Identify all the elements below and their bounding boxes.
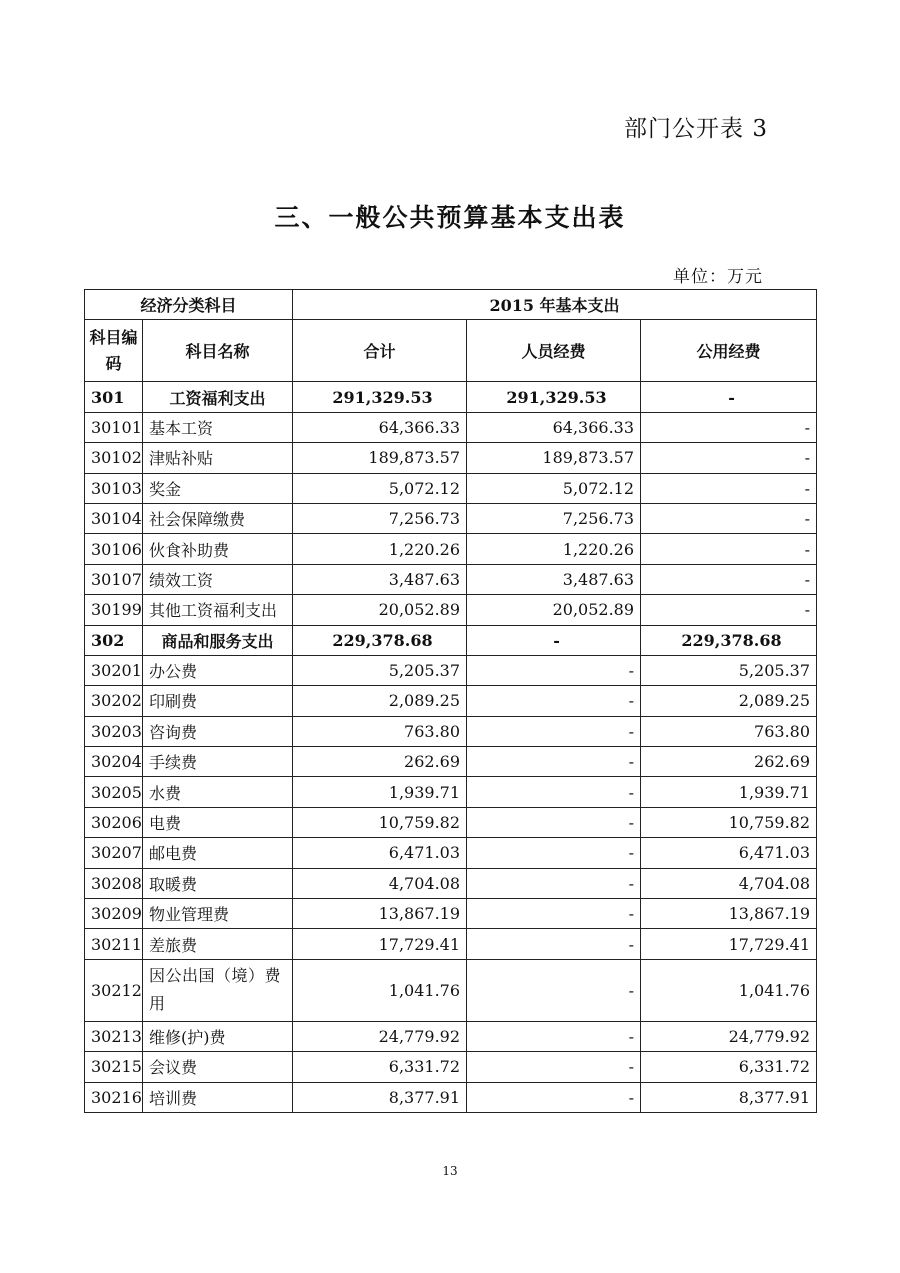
cell-personnel: - bbox=[467, 686, 641, 716]
cell-public: 262.69 bbox=[641, 747, 817, 777]
cell-code: 30207 bbox=[85, 838, 143, 868]
cell-public: 229,378.68 bbox=[641, 625, 817, 655]
cell-name: 取暖费 bbox=[143, 868, 293, 898]
cell-name: 办公费 bbox=[143, 655, 293, 685]
header-basic-expenditure: 2015 年基本支出 bbox=[293, 290, 817, 320]
cell-name: 维修(护)费 bbox=[143, 1021, 293, 1051]
cell-personnel: - bbox=[467, 777, 641, 807]
cell-personnel: - bbox=[467, 716, 641, 746]
cell-public: 1,041.76 bbox=[641, 959, 817, 1021]
cell-personnel: - bbox=[467, 655, 641, 685]
header-economic-category: 经济分类科目 bbox=[85, 290, 293, 320]
cell-name: 印刷费 bbox=[143, 686, 293, 716]
cell-public: - bbox=[641, 534, 817, 564]
cell-code: 302 bbox=[85, 625, 143, 655]
cell-code: 30205 bbox=[85, 777, 143, 807]
cell-total: 5,072.12 bbox=[293, 473, 467, 503]
cell-total: 64,366.33 bbox=[293, 412, 467, 442]
cell-name: 商品和服务支出 bbox=[143, 625, 293, 655]
header-name: 科目名称 bbox=[143, 320, 293, 382]
cell-total: 291,329.53 bbox=[293, 382, 467, 412]
cell-total: 4,704.08 bbox=[293, 868, 467, 898]
cell-code: 30199 bbox=[85, 595, 143, 625]
cell-personnel: - bbox=[467, 1021, 641, 1051]
category-row bbox=[85, 625, 817, 655]
cell-total: 229,378.68 bbox=[293, 625, 467, 655]
table-row bbox=[85, 443, 817, 473]
cell-total: 1,220.26 bbox=[293, 534, 467, 564]
cell-name: 社会保障缴费 bbox=[143, 503, 293, 533]
cell-total: 5,205.37 bbox=[293, 655, 467, 685]
cell-personnel: 189,873.57 bbox=[467, 443, 641, 473]
cell-name: 其他工资福利支出 bbox=[143, 595, 293, 625]
cell-total: 3,487.63 bbox=[293, 564, 467, 594]
cell-public: 1,939.71 bbox=[641, 777, 817, 807]
cell-personnel: 291,329.53 bbox=[467, 382, 641, 412]
cell-personnel: 7,256.73 bbox=[467, 503, 641, 533]
cell-name: 因公出国（境）费用 bbox=[143, 959, 293, 1021]
header-total: 合计 bbox=[293, 320, 467, 382]
cell-personnel: - bbox=[467, 868, 641, 898]
cell-public: 763.80 bbox=[641, 716, 817, 746]
unit-label: 单位：万元 bbox=[673, 267, 763, 287]
table-row bbox=[85, 686, 817, 716]
cell-total: 20,052.89 bbox=[293, 595, 467, 625]
cell-name: 基本工资 bbox=[143, 412, 293, 442]
cell-total: 24,779.92 bbox=[293, 1021, 467, 1051]
cell-personnel: - bbox=[467, 807, 641, 837]
cell-name: 差旅费 bbox=[143, 929, 293, 959]
table-row bbox=[85, 1052, 817, 1082]
cell-name: 物业管理费 bbox=[143, 899, 293, 929]
cell-public: 2,089.25 bbox=[641, 686, 817, 716]
table-row bbox=[85, 595, 817, 625]
cell-total: 6,471.03 bbox=[293, 838, 467, 868]
cell-code: 30201 bbox=[85, 655, 143, 685]
table-row bbox=[85, 807, 817, 837]
cell-personnel: - bbox=[467, 747, 641, 777]
cell-name: 邮电费 bbox=[143, 838, 293, 868]
cell-code: 30209 bbox=[85, 899, 143, 929]
cell-code: 30213 bbox=[85, 1021, 143, 1051]
table-row bbox=[85, 1082, 817, 1112]
cell-public: - bbox=[641, 564, 817, 594]
cell-total: 10,759.82 bbox=[293, 807, 467, 837]
cell-code: 30104 bbox=[85, 503, 143, 533]
cell-total: 7,256.73 bbox=[293, 503, 467, 533]
cell-public: - bbox=[641, 443, 817, 473]
cell-name: 工资福利支出 bbox=[143, 382, 293, 412]
cell-public: - bbox=[641, 412, 817, 442]
cell-personnel: 20,052.89 bbox=[467, 595, 641, 625]
cell-personnel: - bbox=[467, 1082, 641, 1112]
cell-name: 电费 bbox=[143, 807, 293, 837]
cell-code: 30101 bbox=[85, 412, 143, 442]
document-label: 部门公开表 3 bbox=[624, 116, 768, 142]
cell-name: 绩效工资 bbox=[143, 564, 293, 594]
cell-name: 伙食补助费 bbox=[143, 534, 293, 564]
cell-public: - bbox=[641, 503, 817, 533]
cell-total: 13,867.19 bbox=[293, 899, 467, 929]
cell-public: 4,704.08 bbox=[641, 868, 817, 898]
cell-public: 6,471.03 bbox=[641, 838, 817, 868]
table-row bbox=[85, 534, 817, 564]
cell-total: 1,041.76 bbox=[293, 959, 467, 1021]
cell-personnel: 1,220.26 bbox=[467, 534, 641, 564]
cell-name: 津贴补贴 bbox=[143, 443, 293, 473]
cell-total: 189,873.57 bbox=[293, 443, 467, 473]
cell-code: 30204 bbox=[85, 747, 143, 777]
cell-total: 17,729.41 bbox=[293, 929, 467, 959]
cell-name: 会议费 bbox=[143, 1052, 293, 1082]
cell-code: 30215 bbox=[85, 1052, 143, 1082]
cell-public: 6,331.72 bbox=[641, 1052, 817, 1082]
table-row bbox=[85, 1021, 817, 1051]
cell-total: 6,331.72 bbox=[293, 1052, 467, 1082]
table-row bbox=[85, 929, 817, 959]
cell-public: - bbox=[641, 473, 817, 503]
cell-personnel: - bbox=[467, 899, 641, 929]
cell-code: 30106 bbox=[85, 534, 143, 564]
cell-code: 30206 bbox=[85, 807, 143, 837]
cell-public: 10,759.82 bbox=[641, 807, 817, 837]
cell-personnel: 3,487.63 bbox=[467, 564, 641, 594]
cell-name: 培训费 bbox=[143, 1082, 293, 1112]
cell-personnel: - bbox=[467, 929, 641, 959]
table-row bbox=[85, 899, 817, 929]
table-row bbox=[85, 655, 817, 685]
budget-table bbox=[84, 289, 817, 1113]
category-row bbox=[85, 382, 817, 412]
cell-total: 2,089.25 bbox=[293, 686, 467, 716]
cell-public: 24,779.92 bbox=[641, 1021, 817, 1051]
cell-total: 8,377.91 bbox=[293, 1082, 467, 1112]
table-row bbox=[85, 412, 817, 442]
table-row bbox=[85, 503, 817, 533]
cell-total: 1,939.71 bbox=[293, 777, 467, 807]
table-row bbox=[85, 838, 817, 868]
cell-personnel: 64,366.33 bbox=[467, 412, 641, 442]
cell-name: 奖金 bbox=[143, 473, 293, 503]
cell-code: 30103 bbox=[85, 473, 143, 503]
cell-code: 30216 bbox=[85, 1082, 143, 1112]
cell-public: 8,377.91 bbox=[641, 1082, 817, 1112]
cell-personnel: - bbox=[467, 1052, 641, 1082]
page-number: 13 bbox=[442, 1164, 458, 1178]
cell-code: 30212 bbox=[85, 959, 143, 1021]
cell-code: 30208 bbox=[85, 868, 143, 898]
cell-personnel: 5,072.12 bbox=[467, 473, 641, 503]
cell-code: 30107 bbox=[85, 564, 143, 594]
cell-public: 13,867.19 bbox=[641, 899, 817, 929]
cell-name: 水费 bbox=[143, 777, 293, 807]
table-row bbox=[85, 868, 817, 898]
cell-code: 301 bbox=[85, 382, 143, 412]
header-personnel: 人员经费 bbox=[467, 320, 641, 382]
cell-code: 30211 bbox=[85, 929, 143, 959]
cell-code: 30102 bbox=[85, 443, 143, 473]
cell-personnel: - bbox=[467, 959, 641, 1021]
cell-code: 30202 bbox=[85, 686, 143, 716]
table-row bbox=[85, 959, 817, 1021]
cell-personnel: - bbox=[467, 838, 641, 868]
cell-public: 17,729.41 bbox=[641, 929, 817, 959]
cell-personnel: - bbox=[467, 625, 641, 655]
table-row bbox=[85, 716, 817, 746]
table-row bbox=[85, 747, 817, 777]
header-public: 公用经费 bbox=[641, 320, 817, 382]
table-row bbox=[85, 473, 817, 503]
cell-public: 5,205.37 bbox=[641, 655, 817, 685]
table-row bbox=[85, 777, 817, 807]
header-code: 科目编码 bbox=[85, 320, 143, 382]
cell-total: 262.69 bbox=[293, 747, 467, 777]
cell-name: 手续费 bbox=[143, 747, 293, 777]
cell-public: - bbox=[641, 382, 817, 412]
page-title: 三、一般公共预算基本支出表 bbox=[274, 203, 626, 232]
table-row bbox=[85, 564, 817, 594]
cell-public: - bbox=[641, 595, 817, 625]
cell-name: 咨询费 bbox=[143, 716, 293, 746]
cell-code: 30203 bbox=[85, 716, 143, 746]
cell-total: 763.80 bbox=[293, 716, 467, 746]
